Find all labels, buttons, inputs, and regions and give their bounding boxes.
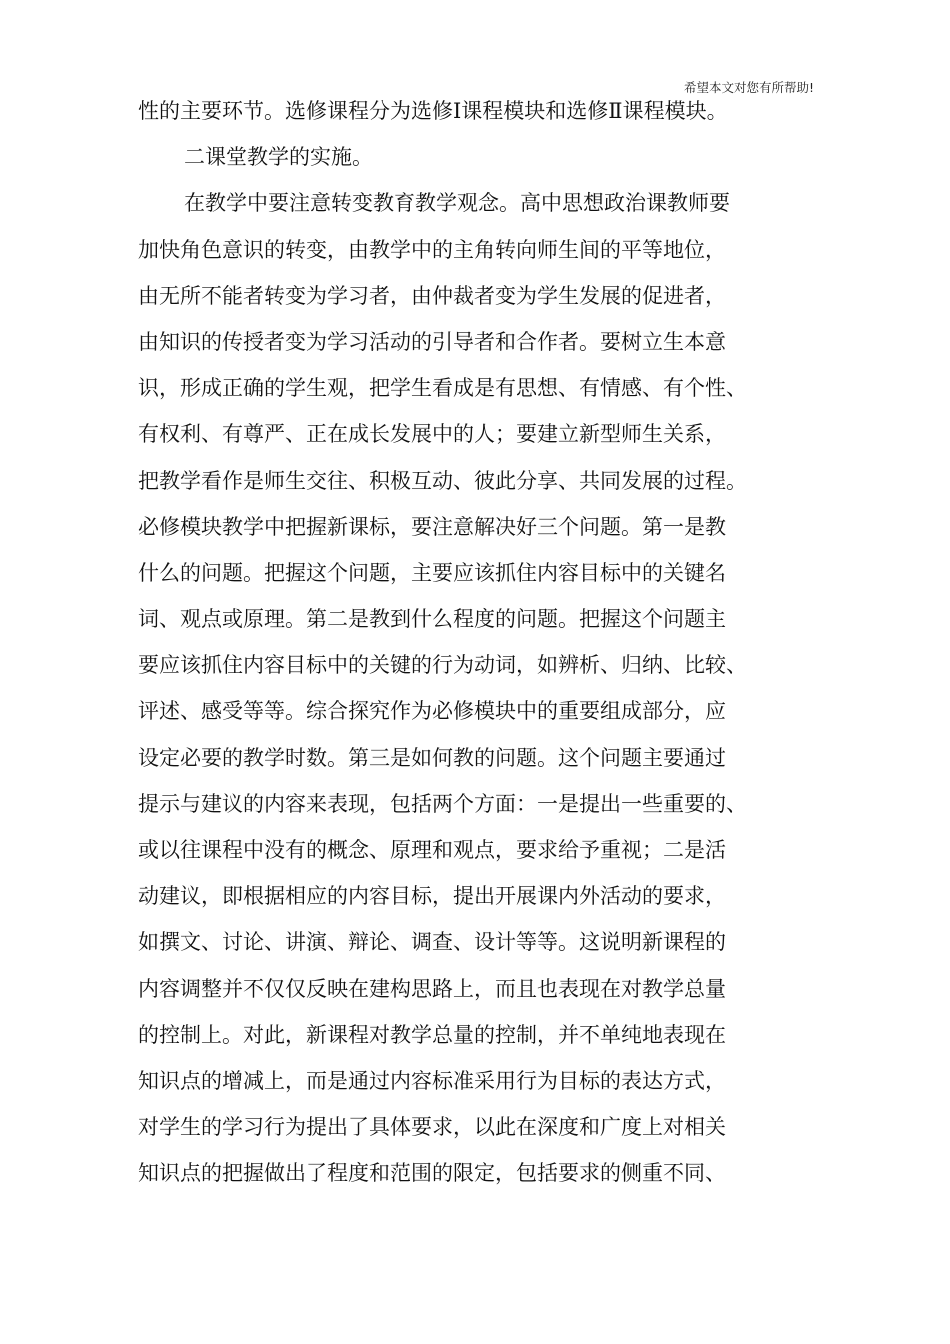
text-line: 什么的问题。把握这个问题，主要应该抓住内容目标中的关键名 <box>138 560 726 585</box>
text-line: 或以往课程中没有的概念、原理和观点，要求给予重视；二是活 <box>138 838 726 862</box>
text-line: 内容调整并不仅仅反映在建构思路上，而且也表现在对教学总量 <box>138 976 726 1001</box>
text-line: 知识点的增减上，而是通过内容标准采用行为目标的表达方式， <box>138 1068 726 1093</box>
text-line: 有权利、有尊严、正在成长发展中的人；要建立新型师生关系， <box>138 422 726 447</box>
text-line: 如撰文、讨论、讲演、辩论、调查、设计等等。这说明新课程的 <box>138 930 726 955</box>
text-line: 知识点的把握做出了程度和范围的限定，包括要求的侧重不同、 <box>138 1161 726 1186</box>
text-line: 由无所不能者转变为学习者，由仲裁者变为学生发展的促进者， <box>138 283 726 308</box>
text-line: 评述、感受等等。综合探究作为必修模块中的重要组成部分，应 <box>138 699 726 724</box>
text-line: 的控制上。对此，新课程对教学总量的控制，并不单纯地表现在 <box>138 1022 726 1047</box>
text-line: 加快角色意识的转变，由教学中的主角转向师生间的平等地位， <box>138 237 726 262</box>
text-line: 性的主要环节。选修课程分为选修Ⅰ课程模块和选修Ⅱ课程模块。 <box>138 99 728 123</box>
text-line: 由知识的传授者变为学习活动的引导者和合作者。要树立生本意 <box>138 329 726 354</box>
body-text <box>138 88 838 1197</box>
text-line: 识，形成正确的学生观，把学生看成是有思想、有情感、有个性、 <box>138 376 747 401</box>
header-note: 希望本文对您有所帮助! <box>684 80 815 95</box>
text-line: 对学生的学习行为提出了具体要求，以此在深度和广度上对相关 <box>138 1115 726 1140</box>
text-line: 提示与建议的内容来表现，包括两个方面：一是提出一些重要的、 <box>138 791 747 816</box>
text-line: 要应该抓住内容目标中的关键的行为动词，如辨析、归纳、比较、 <box>138 653 747 678</box>
text-line: 动建议，即根据相应的内容目标，提出开展课内外活动的要求， <box>138 884 726 909</box>
text-line: 在教学中要注意转变教育教学观念。高中思想政治课教师要 <box>184 191 730 216</box>
text-line: 词、观点或原理。第二是教到什么程度的问题。把握这个问题主 <box>138 607 726 632</box>
text-line: 设定必要的教学时数。第三是如何教的问题。这个问题主要通过 <box>138 745 726 770</box>
text-line: 必修模块教学中把握新课标，要注意解决好三个问题。第一是教 <box>138 514 726 539</box>
text-line: 把教学看作是师生交往、积极互动、彼此分享、共同发展的过程。 <box>138 468 747 493</box>
text-line: 二课堂教学的实施。 <box>184 145 373 170</box>
